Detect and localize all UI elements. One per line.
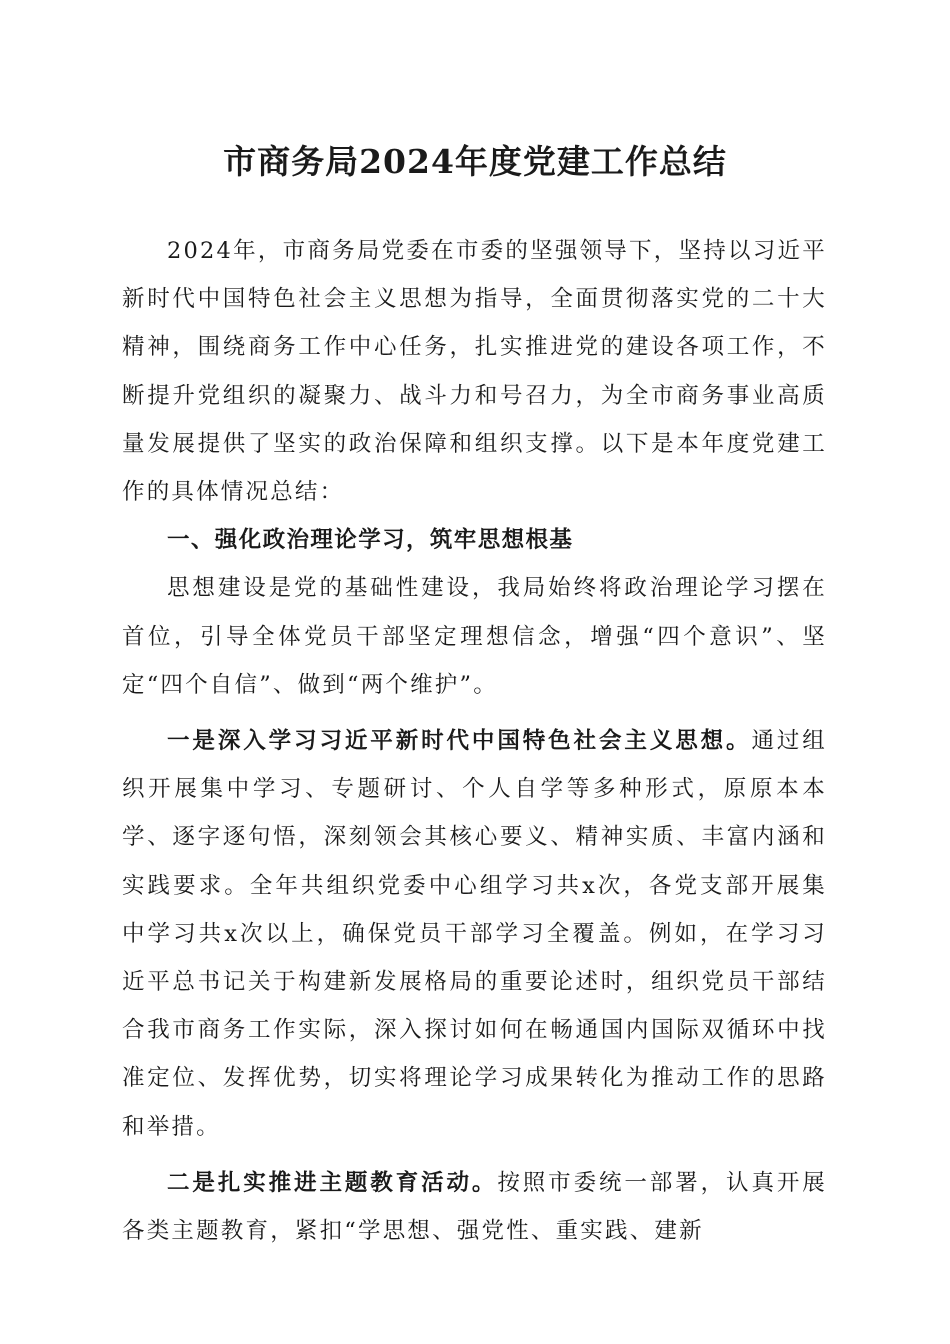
section-1-item-2 [122, 1159, 827, 1255]
section-heading-1: 一、强化政治理论学习，筑牢思想根基 [167, 527, 574, 554]
item-2-text: 按照市委统一部署，认真开展各类主题教育，紧扣“学思想、强党性、重实践、建新 [122, 1169, 827, 1245]
document-body [122, 227, 827, 1255]
section-1-paragraph: 思想建设是党的基础性建设，我局始终将政治理论学习摆在首位，引导全体党员干部坚定理想信念，增强“四个意识”、坚定“四个自信”、做到“两个维护”。 [122, 575, 827, 698]
intro-paragraph: 2024年，市商务局党委在市委的坚强领导下，坚持以习近平新时代中国特色社会主义思想为指导，全面贯彻落实党的二十大精神，围绕商务工作中心任务，扎实推进党的建设各项工作，不断提升党组织的凝聚力、战斗力和号召力，为全市商务事业高质量发展提供了坚实的政治保障和组织支撑。以下是本年度党建工作的具体情况总结： [122, 238, 827, 506]
item-1-text: 通过组织开展集中学习、专题研讨、个人自学等多种形式，原原本本学、逐字逐句悟，深刻领会其核心要义、精神实质、丰富内涵和实践要求。全年共组织党委中心组学习共x次，各党支部开展集中学习共x次以上，确保党员干部学习全覆盖。例如，在学习习近平总书记关于构建新发展格局的重要论述时，组织党员干部结合我市商务工作实际，深入探讨如何在畅通国内国际双循环中找准定位、发挥优势，切实将理论学习成果转化为推动工作的思路和举措。 [122, 728, 827, 1140]
document-title: 市商务局2024年度党建工作总结 [223, 142, 727, 181]
section-1-item-1 [122, 717, 827, 1151]
item-1-lead: 一是深入学习习近平新时代中国特色社会主义思想。 [167, 728, 752, 755]
item-2-lead: 二是扎实推进主题教育活动。 [167, 1169, 498, 1196]
